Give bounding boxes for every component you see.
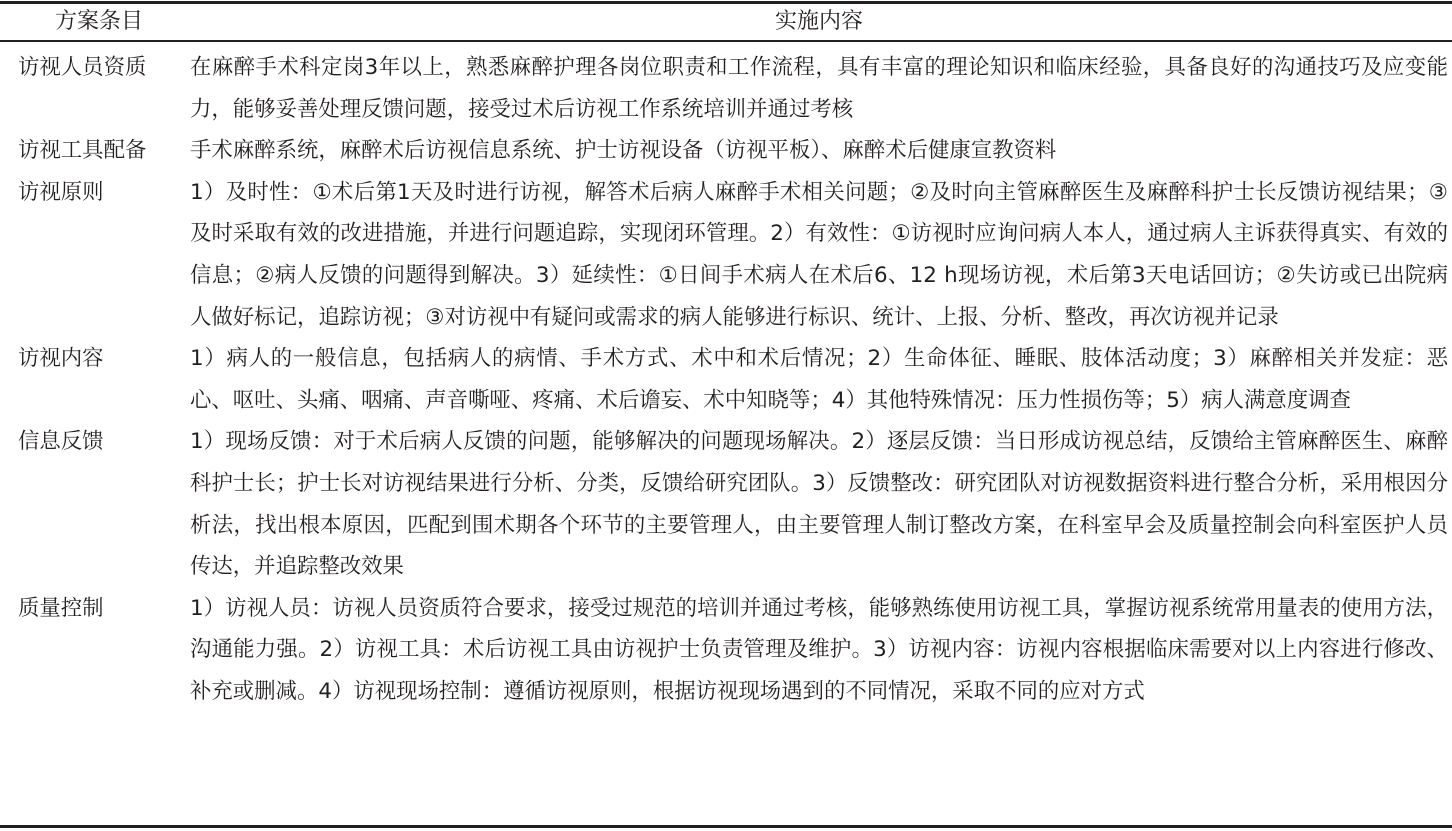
row-content: 1）病人的一般信息，包括病人的病情、手术方式、术中和术后情况；2）生命体征、睡眠、肢体活动度；3）麻醉相关并发症：恶心、呕吐、头痛、咽痛、声音嘶哑、疼痛、术后谵妄、术中知晓等；4）其他特殊情况：压力性损伤等；5）病人满意度调查 xyxy=(190,346,1448,413)
header-content: 实施内容 xyxy=(774,9,863,34)
table-row xyxy=(0,421,1452,587)
row-content: 1）访视人员：访视人员资质符合要求，接受过规范的培训并通过考核，能够熟练使用访视工具，掌握访视系统常用量表的使用方法，沟通能力强。2）访视工具：术后访视工具由访视护士负责管理及维护。3）访视内容：访视内容根据临床需要对以上内容进行修改、补充或删减。4）访视现场控制：遵循访视原则，根据访视现场遇到的不同情况，采取不同的应对方式 xyxy=(190,595,1448,704)
table-bottom-rule xyxy=(0,825,1452,828)
row-content: 1）及时性：①术后第1天及时进行访视，解答术后病人麻醉手术相关问题；②及时向主管麻醉医生及麻醉科护士长反馈访视结果；③及时采取有效的改进措施，并进行问题追踪，实现闭环管理。2）有效性：①访视时应询问病人本人，通过病人主诉获得真实、有效的信息；②病人反馈的问题得到解决。3）延续性：①日间手术病人在术后6、12 h现场访视，术后第3天电话回访；②失访或已出院病人做好标记，追踪访视；③对访视中有疑问或需求的病人能够进行标识、统计、上报、分析、整改，再次访视并记录 xyxy=(190,179,1448,330)
row-item-label: 访视工具配备 xyxy=(18,138,147,164)
table-row xyxy=(0,588,1452,713)
row-content: 手术麻醉系统，麻醉术后访视信息系统、护士访视设备（访视平板）、麻醉术后健康宣教资料 xyxy=(190,138,1057,164)
row-content: 1）现场反馈：对于术后病人反馈的问题，能够解决的问题现场解决。2）逐层反馈：当日形成访视总结，反馈给主管麻醉医生、麻醉科护士长；护士长对访视结果进行分析、分类，反馈给研究团队。3）反馈整改：研究团队对访视数据资料进行整合分析，采用根因分析法，找出根本原因，匹配到围术期各个环节的主要管理人，由主要管理人制订整改方案，在科室早会及质量控制会向科室医护人员传达，并追踪整改效果 xyxy=(190,429,1448,580)
row-item-label: 访视内容 xyxy=(18,346,104,372)
table-row xyxy=(0,172,1452,338)
row-item-label: 访视原则 xyxy=(18,179,104,205)
row-content: 在麻醉手术科定岗3年以上，熟悉麻醉护理各岗位职责和工作流程，具有丰富的理论知识和临床经验，具备良好的沟通技巧及应变能力，能够妥善处理反馈问题，接受过术后访视工作系统培训并通过考核 xyxy=(190,55,1448,122)
table-row xyxy=(0,338,1452,421)
header-item: 方案条目 xyxy=(54,9,143,34)
row-item-label: 访视人员资质 xyxy=(18,55,147,80)
row-item-label: 质量控制 xyxy=(18,595,104,621)
table-row xyxy=(0,130,1452,172)
table-header-rule xyxy=(0,40,1452,42)
table-row xyxy=(0,47,1452,130)
table-header-row xyxy=(0,4,1452,40)
table-body xyxy=(0,47,1452,713)
row-item-label: 信息反馈 xyxy=(18,429,104,455)
